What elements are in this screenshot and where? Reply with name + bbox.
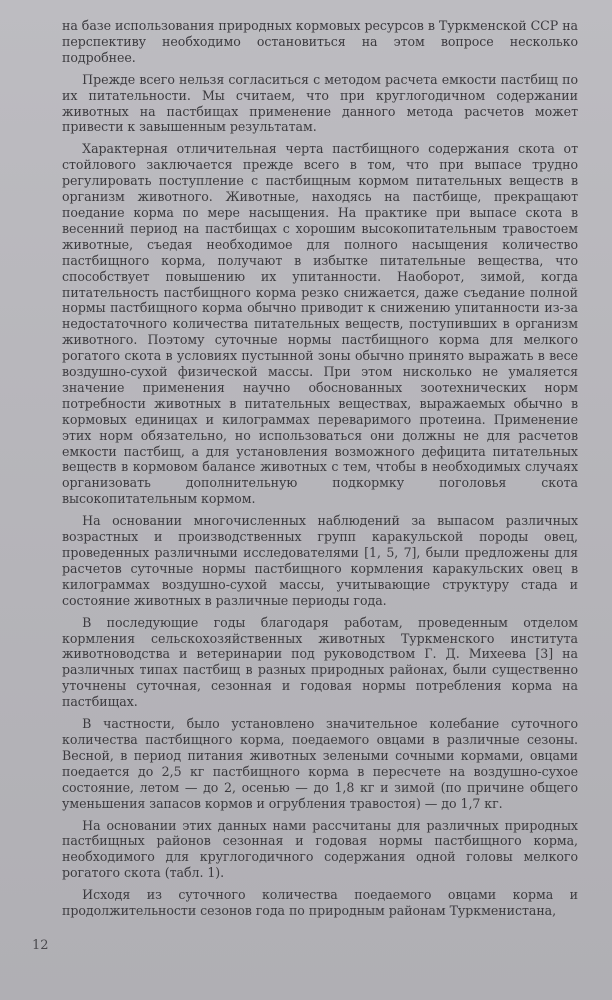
page-number: 12	[32, 938, 49, 953]
paragraph-method-criticism: Прежде всего нельзя согласиться с методом расчета емкости пастбищ по их питательности. Мы считаем, что при круглогодичном содержании животных на пастбищах применение данного метода расчетов может привести к завышенным результатам.	[62, 71, 578, 135]
paragraph-continuation: на базе использования природных кормовых ресурсов в Туркменской ССР на перспективу необходимо остановиться на этом вопросе несколько подробнее.	[62, 18, 578, 65]
paragraph-institute-work: В последующие годы благодаря работам, проведенным отделом кормления сельскохозяйственных животных Туркменского института животноводства и ветеринарии под руководством Г. Д. Михеева [3] на различных типах пастбищ в разных природных районах, были существенно уточнены суточная, сезонная и годовая нормы потребления корма на пастбищах.	[62, 614, 578, 710]
paragraph-pasture-feeding: Характерная отличительная черта пастбищного содержания скота от стойлового заключается прежде всего в том, что при выпасе трудно регулировать поступление с пастбищным кормом питательных веществ в организм животного. Животные, находясь на пастбище, прекращают поедание корма по мере насыщения. На практике при выпасе скота в весенний период на пастбищах с хорошим высокопитательным травостоем животные, съедая необходимое для полного насыщения количество пастбищного корма, получают в избытке питательные вещества, что способствует повышению их упитанности. Наоборот, зимой, когда питательность пастбищного корма резко снижается, даже съедание полной нормы пастбищного корма обычно приводит к снижению упитанности из-за недостаточного количества питательных веществ, поступивших в организм животного. Поэтому суточные нормы пастбищного корма для мелкого рогатого скота в условиях пустынной зоны обычно принято выражать в весе воздушно-сухой физической массы. При этом нисколько не умаляется значение применения научно обоснованных зоотехнических норм потребности животных в питательных веществах, выражаемых обычно в кормовых единицах и килограммах переваримого протеина. Применение этих норм обязательно, но использоваться они должны не для расчетов емкости пастбищ, а для установления возможного дефицита питательных веществ в кормовом балансе животных с тем, чтобы в необходимых случаях организовать дополнительную подкормку поголовья скота высокопитательным кормом.	[62, 141, 578, 507]
paragraph-calculation: На основании этих данных нами рассчитаны для различных природных пастбищных районов сезонная и годовая нормы пастбищного корма, необходимого для круглогодичного содержания одной головы мелкого рогатого скота (табл. 1).	[62, 817, 578, 881]
paragraph-closing: Исходя из суточного количества поедаемого овцами корма и продолжительности сезонов года по природным районам Туркменистана,	[62, 887, 578, 919]
paragraph-seasonal-variation: В частности, было установлено значительное колебание суточного количества пастбищного корма, поедаемого овцами в различные сезоны. Весной, в период питания животных зелеными сочными кормами, овцами поедается до 2,5 кг пастбищного корма в пересчете на воздушно-сухое состояние, летом — до 2, осенью — до 1,8 кг и зимой (по причине общего уменьшения запасов кормов и огрубления травостоя) — до 1,7 кг.	[62, 716, 578, 811]
paragraph-observations: На основании многочисленных наблюдений за выпасом различных возрастных и производственных групп каракульской породы овец, проведенных различными исследователями [1, 5, 7], были предложены для расчетов суточные нормы пастбищного кормления каракульских овец в килограммах воздушно-сухой массы, учитывающие структуру стада и состояние животных в различные периоды года.	[62, 513, 578, 608]
